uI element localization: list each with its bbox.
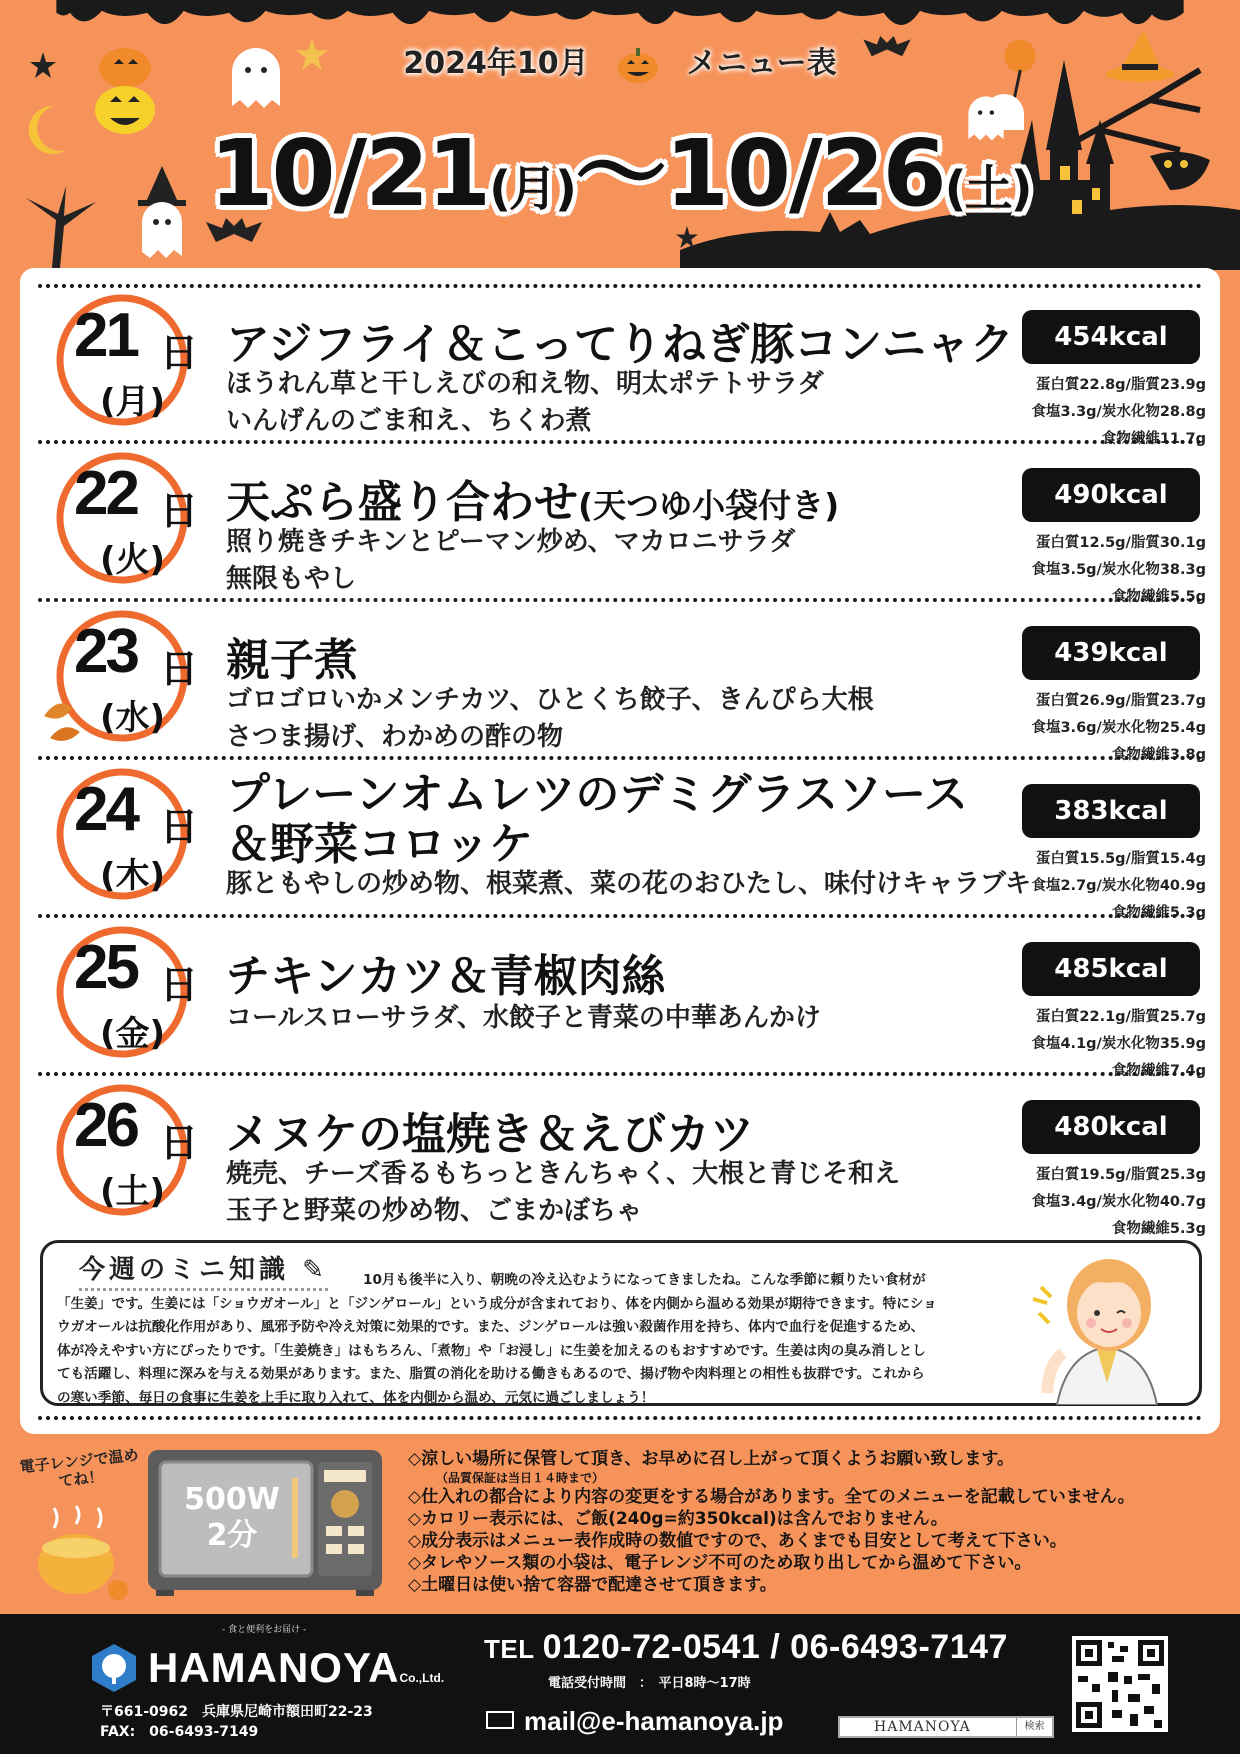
- menu-panel: [20, 268, 1220, 1434]
- divider: [38, 756, 1202, 760]
- side-dish-line: 焼売、チーズ香るもちっときんちゃく、大根と青じそ和え: [226, 1159, 901, 1189]
- side-dishes: [226, 866, 1031, 903]
- nutrition-line: 食物繊維5.3g: [1111, 905, 1206, 921]
- main-dish: チキンカツ＆青椒肉絲: [226, 951, 666, 1002]
- pencil-icon: ✎: [302, 1255, 328, 1285]
- side-dishes: [226, 1156, 900, 1230]
- main-dish: 親子煮: [226, 635, 358, 686]
- side-dish-line: 玉子と野菜の炒め物、ごまかぼちゃ: [226, 1196, 643, 1226]
- day-number: 23: [74, 617, 137, 686]
- side-dish-line: さつま揚げ、わかめの酢の物: [226, 722, 563, 752]
- kcal-badge: 485kcal: [1022, 942, 1200, 996]
- note-item: ◇カロリー表示には、ご飯(240g=約350kcal)は含んでおりません。: [408, 1509, 948, 1529]
- microwave-reminder: 電子レンジで温めてね！: [18, 1445, 140, 1491]
- pumpkin-icon: [617, 46, 659, 84]
- side-dish-line: 豚ともやしの炒め物、根菜煮、菜の花のおひたし、味付けキャラブキ: [226, 869, 1031, 899]
- dow-start: (月): [489, 161, 575, 217]
- mail-icon: [486, 1711, 514, 1729]
- microwave-illustration: [146, 1448, 384, 1598]
- main-dish-line: ＆野菜コロッケ: [226, 819, 534, 870]
- divider: [38, 440, 1202, 444]
- nutrition-line: 食塩4.1g/炭水化物35.9g: [1031, 1036, 1206, 1052]
- drip-decoration: [0, 0, 1240, 40]
- day-badge: [48, 452, 198, 592]
- day-row-22: [20, 448, 1220, 605]
- tel-label: TEL: [484, 1634, 535, 1664]
- nutrition-line: 蛋白質15.5g/脂質15.4g: [1035, 851, 1206, 867]
- nutrition-line: 食物繊維11.7g: [1101, 431, 1206, 447]
- nutrition-line: 食塩3.3g/炭水化物28.8g: [1031, 404, 1206, 420]
- nutrition-line: 食塩3.4g/炭水化物40.7g: [1031, 1194, 1206, 1210]
- side-dish-line: 無限もやし: [226, 564, 357, 594]
- main-dish: アジフライ＆こってりねぎ豚コンニャク: [226, 319, 1015, 370]
- notes-list: [408, 1448, 1228, 1596]
- nutrition-line: 食物繊維7.4g: [1111, 1063, 1206, 1079]
- side-dishes: [226, 682, 874, 756]
- date-start: 10/21: [209, 120, 490, 227]
- day-unit: 日: [160, 963, 199, 1007]
- nutrition-line: 蛋白質26.9g/脂質23.7g: [1035, 693, 1206, 709]
- search-box[interactable]: [838, 1716, 1054, 1738]
- mini-knowledge-box: [40, 1240, 1202, 1406]
- company-name-text: HAMANOYA: [148, 1644, 400, 1691]
- day-row-26: [20, 1080, 1220, 1237]
- main-dish-name: 天ぷら盛り合わせ: [226, 477, 578, 528]
- side-dish-line: コールスローサラダ、水餃子と青菜の中華あんかけ: [226, 1003, 821, 1033]
- day-number: 22: [74, 459, 137, 528]
- nutrition-line: 食塩3.5g/炭水化物38.3g: [1031, 562, 1206, 578]
- email: [486, 1706, 783, 1737]
- day-unit: 日: [160, 331, 199, 375]
- day-unit: 日: [160, 647, 199, 691]
- nutrition-line: 食物繊維5.3g: [1111, 1221, 1206, 1237]
- day-row-21: [20, 290, 1220, 447]
- search-button[interactable]: 検索: [1016, 1718, 1052, 1736]
- nutrition-line: 蛋白質19.5g/脂質25.3g: [1035, 1167, 1206, 1183]
- side-dish-line: 照り焼きチキンとピーマン炒め、マカロニサラダ: [226, 527, 796, 557]
- fax-number: FAX: 06-6493-7149: [100, 1724, 259, 1740]
- note-item: ◇成分表示はメニュー表作成時の数値ですので、あくまでも目安として考えて下さい。: [408, 1531, 1067, 1551]
- day-of-week: (木): [100, 856, 166, 896]
- day-number: 25: [74, 933, 137, 1002]
- nutrition-line: 食物繊維3.8g: [1111, 747, 1206, 763]
- postal-address: 〒661-0962 兵庫県尼崎市額田町22-23: [100, 1704, 373, 1720]
- note-item: ◇土曜日は使い捨て容器で配達させて頂きます。: [408, 1575, 777, 1595]
- divider: [38, 914, 1202, 918]
- day-row-24: [20, 764, 1220, 921]
- day-badge: [48, 294, 198, 434]
- email-address[interactable]: mail@e-hamanoya.jp: [524, 1706, 784, 1736]
- kcal-badge: 454kcal: [1022, 310, 1200, 364]
- day-of-week: (火): [100, 540, 166, 580]
- header-subtitle: [0, 38, 1240, 84]
- range-separator: ～: [574, 120, 665, 227]
- nutritionist-illustration: [1027, 1243, 1187, 1405]
- main-dish: [226, 466, 839, 530]
- kcal-badge: 480kcal: [1022, 1100, 1200, 1154]
- company-logo-icon: [88, 1642, 140, 1694]
- nutrition-line: 蛋白質12.5g/脂質30.1g: [1035, 535, 1206, 551]
- autumn-leaf-icon: [38, 694, 88, 744]
- note-item: ◇仕入れの都合により内容の変更をする場合があります。全てのメニューを記載していません。: [408, 1487, 1135, 1507]
- divider: [38, 1072, 1202, 1076]
- main-dish: [226, 770, 968, 870]
- main-dish-note: (天つゆ小袋付き): [578, 486, 840, 525]
- day-of-week: (金): [100, 1014, 166, 1054]
- day-number: 21: [74, 301, 137, 370]
- header-menu-label: メニュー表: [686, 46, 837, 81]
- note-item: ◇タレやソース類の小袋は、電子レンジ不可のため取り出してから温めて下さい。: [408, 1553, 1032, 1573]
- day-unit: 日: [160, 489, 199, 533]
- side-dish-line: ほうれん草と干しえびの和え物、明太ポテトサラダ: [226, 369, 824, 399]
- nutrition-line: 蛋白質22.8g/脂質23.9g: [1035, 377, 1206, 393]
- day-of-week: (土): [100, 1172, 166, 1212]
- day-number: 24: [74, 775, 137, 844]
- nutrition-line: 食塩2.7g/炭水化物40.9g: [1031, 878, 1206, 894]
- day-row-25: [20, 922, 1220, 1079]
- note-subitem: （品質保証は当日１４時まで）: [436, 1471, 605, 1485]
- side-dishes: [226, 366, 824, 440]
- company-suffix: Co.,Ltd.: [399, 1671, 445, 1685]
- cooking-pot-illustration: [24, 1504, 134, 1604]
- tel-value[interactable]: 0120-72-0541 / 06-6493-7147: [542, 1628, 1008, 1666]
- day-unit: 日: [160, 1121, 199, 1165]
- divider: [38, 284, 1202, 288]
- date-range-title: [0, 100, 1240, 232]
- side-dish-line: ゴロゴロいかメンチカツ、ひとくち餃子、きんぴら大根: [226, 685, 874, 715]
- header: [0, 0, 1240, 268]
- microwave-time: 2分: [206, 1518, 258, 1553]
- svg-text:✝ ✝ ✝ ✝ ✝: ✝ ✝ ✝ ✝ ✝: [740, 230, 893, 263]
- divider: [38, 598, 1202, 602]
- kcal-badge: 490kcal: [1022, 468, 1200, 522]
- note-item: ◇涼しい場所に保管して頂き、お早めに召し上がって頂くようお願い致します。: [408, 1449, 1015, 1469]
- side-dishes: [226, 1000, 821, 1037]
- company-name: [148, 1644, 444, 1692]
- day-row-23: [20, 606, 1220, 763]
- day-badge: [48, 1084, 198, 1224]
- mini-knowledge-text: 10月も後半に入り、朝晩の冷え込むようになってきましたね。こんな季節に頼りたい食材が「生姜」です。生姜には「ショウガオール」と「ジンゲロール」という成分が含まれており、体を内側から温める効果が期待できます。特にショウガオールは抗酸化作用があり、風邪予防や冷え対策に効果的です。また、ジンゲロールは強い殺菌作用を持ち、体内で血行を促進するため、体が冷えやすい方にぴったりです。「生姜焼き」はもちろん、「煮物」や「お浸し」に生姜を加えるのもおすすめです。生姜は肉の臭み消しとしても活躍し、料理に深みを与える効果があります。また、脂質の消化を助ける働きもあるので、揚げ物や肉料理との相性も抜群です。これからの寒い季節、毎日の食事に生姜を上手に取り入れて、体を内側から温め、元気に過ごしましょう！: [57, 1272, 937, 1406]
- date-end: 10/26: [665, 120, 945, 227]
- day-of-week: (月): [100, 382, 166, 422]
- day-badge: [48, 768, 198, 908]
- header-month: 2024年10月: [403, 46, 589, 81]
- kcal-badge: 439kcal: [1022, 626, 1200, 680]
- dow-end: (土): [944, 161, 1031, 217]
- nutrition-info: [966, 1162, 1206, 1243]
- microwave-setting: [172, 1482, 292, 1554]
- side-dishes: [226, 524, 795, 598]
- microwave-watt: 500W: [184, 1482, 280, 1517]
- mini-knowledge-title: 今週のミニ知識: [79, 1255, 290, 1285]
- divider: [38, 1416, 1202, 1420]
- search-query: HAMANOYA: [874, 1719, 971, 1735]
- qr-code-icon[interactable]: [1072, 1636, 1168, 1732]
- main-dish-line: プレーンオムレツのデミグラスソース: [226, 769, 968, 820]
- footer: [0, 1614, 1240, 1754]
- day-unit: 日: [160, 805, 199, 849]
- nutrition-line: 食物繊維5.5g: [1111, 589, 1206, 605]
- nutrition-line: 食塩3.6g/炭水化物25.4g: [1031, 720, 1206, 736]
- day-of-week: (水): [100, 698, 166, 738]
- phone-hours: 電話受付時間 ： 平日8時～17時: [548, 1676, 751, 1691]
- company-address: [100, 1702, 373, 1742]
- side-dish-line: いんげんのごま和え、ちくわ煮: [226, 406, 592, 436]
- nutrition-line: 蛋白質22.1g/脂質25.7g: [1035, 1009, 1206, 1025]
- day-number: 26: [74, 1091, 137, 1160]
- kcal-badge: 383kcal: [1022, 784, 1200, 838]
- day-badge: [48, 926, 198, 1066]
- company-catchphrase: - 食と便利をお届け -: [222, 1625, 307, 1635]
- main-dish: メヌケの塩焼き＆えびカツ: [226, 1109, 754, 1160]
- phone-numbers: [484, 1628, 1008, 1667]
